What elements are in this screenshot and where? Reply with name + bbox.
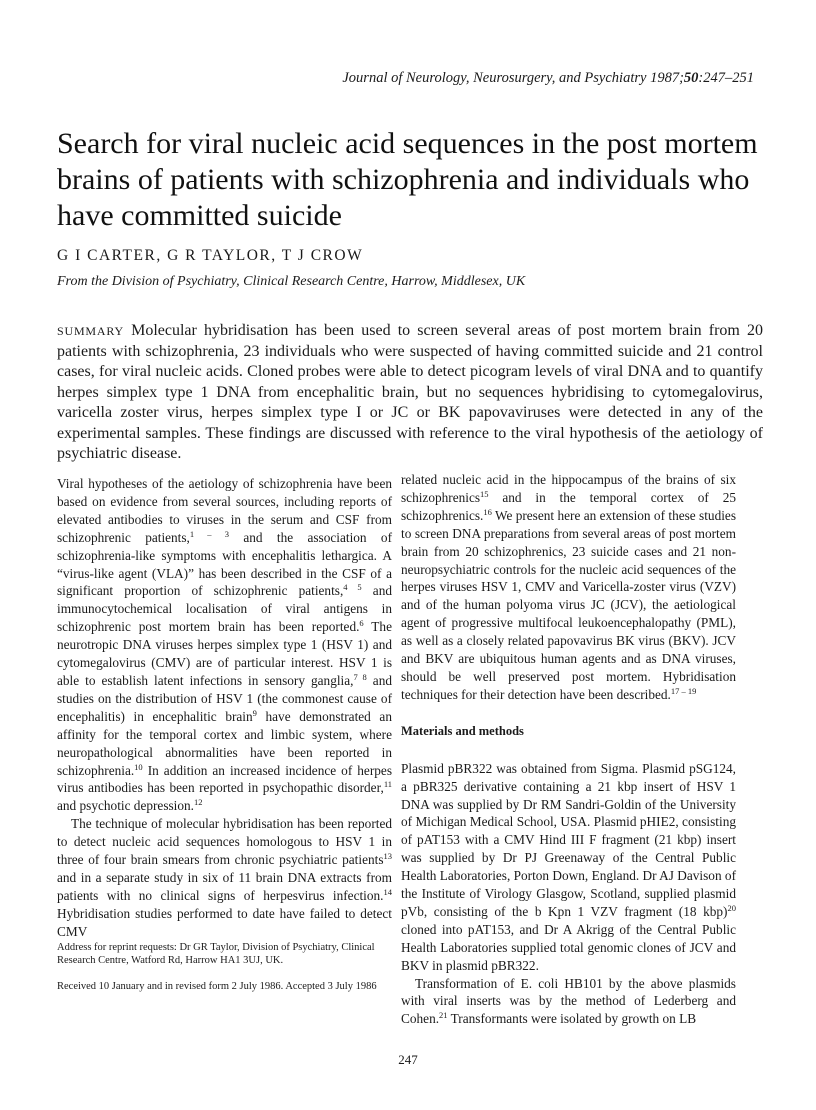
citation-ref: 11: [383, 779, 392, 790]
citation-ref: 6: [359, 618, 364, 629]
page-number: 247: [398, 1052, 418, 1067]
text-run: The neurotropic DNA viruses herpes simplex type 1 (HSV 1) and cytomegalovirus (CMV) are of particular interest. HSV 1 is able to establish latent infections in sensory ganglia,: [57, 619, 392, 688]
text-run: We present here an extension of these studies to screen DNA preparations from several areas of post mortem brain from 20 schizophrenics, 23 suicide cases and 21 non-neuropsychiatric controls for the nucleic acid sequences of the herpes viruses HSV 1, CMV and Varicella-zoster virus (VZV) and of the human polyoma virus JC (JCV), the aetiological agent of progressive multifocal leukoencephalopathy (PML), as well as a closely related papovavirus BK virus (BKV). JCV and BKV are ubiquitous human agents and as DNA viruses, should be well preserved post mortem. Hybridisation techniques for their detection have been described.: [401, 507, 736, 702]
citation-ref: 13: [383, 851, 392, 862]
citation-ref: 20: [727, 902, 736, 913]
reprint-footnote: Address for reprint requests: Dr GR Taylor, Division of Psychiatry, Clinical Research Centre, Watford Rd, Harrow HA1 3UJ, UK.: [57, 941, 375, 967]
citation-ref: 16: [483, 506, 492, 517]
citation-ref: 17 – 19: [670, 685, 697, 696]
text-run: and immunocytochemical localisation of viral antigens in schizophrenic post mortem brain has been reported.: [57, 583, 392, 635]
text-run: and psychotic depression.: [57, 798, 195, 814]
text-run: Viral hypotheses of the aetiology of schizophrenia have been based on evidence from several sources, including reports of elevated antibodies to viruses in the serum and CSF from schizophrenic patients,: [57, 476, 392, 545]
section-heading-methods: Materials and methods: [401, 723, 524, 738]
text-run: Hybridisation studies performed to date have failed to detect CMV: [57, 905, 392, 939]
intro-paragraph-1: [57, 475, 392, 815]
text-run: and in the temporal cortex of 25 schizophrenics.: [401, 489, 736, 523]
citation-ref: 21: [439, 1010, 448, 1021]
text-run: Transformants were isolated by growth on LB: [447, 1011, 697, 1027]
citation-ref: 4 5: [343, 582, 362, 593]
received-footnote: Received 10 January and in revised form 2 July 1986. Accepted 3 July 1986: [57, 981, 377, 993]
citation-ref: 15: [480, 488, 489, 499]
citation-ref: 12: [194, 797, 203, 808]
text-run: related nucleic acid in the hippocampus of the brains of six schizophrenics: [401, 472, 736, 505]
summary-abstract: [57, 321, 763, 465]
journal-citation: [342, 70, 754, 87]
text-run: In addition an increased incidence of herpes virus antibodies has been reported in psychopathic disorder,: [57, 762, 392, 796]
methods-paragraph-1: [401, 760, 736, 975]
summary-label: SUMMARY: [57, 324, 124, 338]
text-run: Transformation of E. coli HB101 by the above plasmids with viral inserts was by the method of Lederberg and Cohen.: [401, 975, 736, 1027]
text-run: Plasmid pBR322 was obtained from Sigma. Plasmid pSG124, a pBR325 derivative containing a 21 kbp insert of HSV 1 DNA was supplied by Dr RM Sandri-Goldin of the University of Michigan Medical School, USA. Plasmid pHIE2, consisting of pAT153 with a CMV Hind III F fragment (21 kbp) insert was supplied by Dr PJ Greenaway of the Central Public Health Laboratories, Porton Down, England. Dr AJ Davison of the Institute of Virology Glasgow, Scotland, supplied plasmid pVb, consisting of the b Kpn 1 VZV fragment (18 kbp): [401, 760, 736, 919]
text-run: cloned into pAT153, and Dr A Akrigg of the Central Public Health Laboratories supplied total genomic clones of JCV and BKV in plasmid pBR322.: [401, 921, 736, 973]
citation-ref: 14: [383, 886, 392, 897]
text-run: and the association of schizophrenia-like symptoms with encephalitis lethargica. A “virus-like agent (VLA)” has been described in the CSF of a significant proportion of schizophrenic patients,: [57, 529, 393, 599]
journal-name: Journal of Neurology, Neurosurgery, and Psychiatry: [342, 70, 647, 86]
citation-ref: 9: [252, 707, 257, 718]
text-run: and studies on the distribution of HSV 1 (the commonest cause of encephalitis) in encephalitic brain: [57, 672, 392, 724]
text-run: have demonstrated an affinity for the temporal cortex and limbic system, where neuropathological abnormalities have been reported in schizophrenia.: [57, 708, 392, 778]
left-column: [57, 475, 392, 994]
journal-pages: :247–251: [698, 70, 754, 86]
journal-volume: 50: [683, 70, 699, 86]
affiliation: From the Division of Psychiatry, Clinical Research Centre, Harrow, Middlesex, UK: [57, 274, 526, 289]
citation-ref: 10: [134, 761, 143, 772]
citation-ref: 1 – 3: [189, 528, 229, 539]
citation-ref: 7 8: [353, 671, 367, 682]
intro-paragraph-continued: [401, 471, 736, 704]
text-run: and in a separate study in six of 11 brain DNA extracts from patients with no clinical signs of herpesvirus infection.: [57, 869, 392, 903]
text-run: The technique of molecular hybridisation has been reported to detect nucleic acid sequences homologous to HSV 1 in three of four brain smears from chronic psychiatric patients: [57, 816, 392, 868]
article-title: Search for viral nucleic acid sequences in the post mortem brains of patients with schizophrenia and individuals who have committed suicide: [57, 127, 758, 232]
right-column: [401, 471, 736, 1028]
methods-paragraph-2: [401, 975, 736, 1029]
summary-text: Molecular hybridisation has been used to screen several areas of post mortem brain from 20 patients with schizophrenia, 23 individuals who were suspected of having committed suicide and 21 control cases, for viral nucleic acids. Cloned probes were able to detect picogram levels of viral DNA and to quantify herpes simplex type 1 DNA from encephalitic brain, but no sequences hybridising to cytomegalovirus, varicella zoster virus, herpes simplex type I or JC or BK papovaviruses were detected in any of the experimental samples. These findings are discussed with reference to the viral hypothesis of the aetiology of psychiatric disease.: [57, 322, 763, 462]
author-list: G I CARTER, G R TAYLOR, T J CROW: [57, 247, 364, 264]
journal-year: 1987;: [650, 70, 684, 86]
intro-paragraph-2: [57, 815, 392, 940]
